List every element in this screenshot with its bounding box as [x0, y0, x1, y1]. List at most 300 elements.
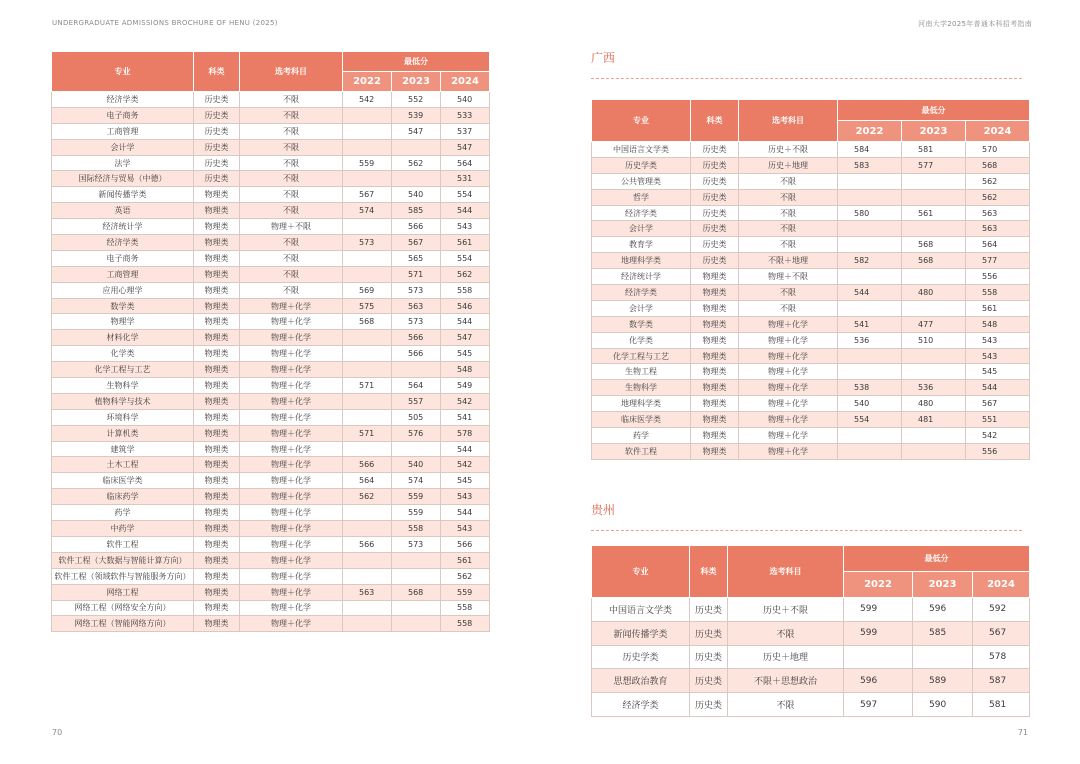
score-2022-cell [838, 173, 902, 189]
major-cell: 化学工程与工艺 [592, 348, 691, 364]
major-cell: 教育学 [592, 237, 691, 253]
major-cell: 环境科学 [52, 409, 194, 425]
subjects-cell: 物理＋化学 [240, 521, 343, 537]
table-row [592, 396, 1030, 412]
major-cell: 物理学 [52, 314, 194, 330]
col-year-2023: 2023 [392, 72, 441, 92]
score-2024-cell: 540 [441, 92, 490, 108]
major-cell: 药学 [52, 505, 194, 521]
category-cell: 物理类 [691, 285, 739, 301]
score-2022-cell [343, 107, 392, 123]
category-cell: 物理类 [194, 330, 240, 346]
score-2024-cell: 562 [966, 173, 1030, 189]
score-2023-cell: 505 [392, 409, 441, 425]
col-subjects: 选考科目 [739, 100, 838, 142]
score-2022-cell [343, 616, 392, 632]
score-2023-cell: 573 [392, 282, 441, 298]
score-2023-cell: 566 [392, 346, 441, 362]
category-cell: 物理类 [194, 203, 240, 219]
score-2023-cell: 536 [902, 380, 966, 396]
category-cell: 物理类 [194, 250, 240, 266]
score-2023-cell [392, 362, 441, 378]
score-2023-cell: 596 [913, 598, 973, 622]
header-left-brochure-title: UNDERGRADUATE ADMISSIONS BROCHURE OF HENU (2025) [52, 19, 278, 27]
table-row [52, 425, 490, 441]
score-2022-cell: 583 [838, 157, 902, 173]
table-row [52, 568, 490, 584]
subjects-cell: 物理＋化学 [240, 616, 343, 632]
subjects-cell: 物理＋化学 [739, 348, 838, 364]
major-cell: 经济统计学 [52, 219, 194, 235]
table-row [52, 616, 490, 632]
score-2023-cell: 566 [392, 330, 441, 346]
score-2024-cell: 545 [966, 364, 1030, 380]
score-2023-cell [392, 441, 441, 457]
subjects-cell: 物理＋化学 [240, 378, 343, 394]
score-2024-cell: 592 [973, 598, 1030, 622]
subjects-cell: 物理＋化学 [739, 396, 838, 412]
score-2023-cell [902, 189, 966, 205]
score-2022-cell [343, 362, 392, 378]
category-cell: 历史类 [194, 123, 240, 139]
score-2022-cell [343, 521, 392, 537]
score-2022-cell [838, 364, 902, 380]
major-cell: 软件工程（大数据与智能计算方向） [52, 552, 194, 568]
score-2023-cell: 557 [392, 393, 441, 409]
score-2022-cell [343, 441, 392, 457]
category-cell: 物理类 [194, 378, 240, 394]
subjects-cell: 不限 [240, 250, 343, 266]
col-subjects: 选考科目 [240, 52, 343, 92]
table-row [52, 330, 490, 346]
subjects-cell: 物理＋化学 [739, 364, 838, 380]
col-year-2022: 2022 [343, 72, 392, 92]
major-cell: 电子商务 [52, 107, 194, 123]
score-2022-cell: 574 [343, 203, 392, 219]
score-2023-cell: 585 [392, 203, 441, 219]
score-2023-cell [902, 348, 966, 364]
table-row [52, 600, 490, 616]
score-2024-cell: 544 [441, 203, 490, 219]
subjects-cell: 不限＋思想政治 [728, 669, 844, 693]
category-cell: 物理类 [194, 425, 240, 441]
subjects-cell: 物理＋化学 [240, 362, 343, 378]
major-cell: 中国语言文学类 [592, 598, 690, 622]
table-row [52, 473, 490, 489]
col-min-score: 最低分 [343, 52, 490, 72]
score-2024-cell: 566 [441, 536, 490, 552]
score-2022-cell: 582 [838, 253, 902, 269]
major-cell: 药学 [592, 428, 691, 444]
score-2024-cell: 564 [441, 155, 490, 171]
score-2024-cell: 578 [973, 645, 1030, 669]
score-2023-cell: 480 [902, 396, 966, 412]
table-row [52, 314, 490, 330]
table-row [592, 189, 1030, 205]
score-2022-cell [343, 568, 392, 584]
score-2024-cell: 551 [966, 412, 1030, 428]
score-2023-cell: 481 [902, 412, 966, 428]
category-cell: 物理类 [194, 552, 240, 568]
subjects-cell: 物理＋化学 [240, 584, 343, 600]
score-2022-cell [343, 409, 392, 425]
score-2022-cell: 597 [844, 693, 913, 717]
subjects-cell: 物理＋不限 [240, 219, 343, 235]
table-row [592, 205, 1030, 221]
major-cell: 建筑学 [52, 441, 194, 457]
category-cell: 历史类 [691, 189, 739, 205]
major-cell: 国际经济与贸易（中德） [52, 171, 194, 187]
score-2023-cell: 510 [902, 332, 966, 348]
subjects-cell: 不限 [739, 237, 838, 253]
subjects-cell: 物理＋化学 [240, 568, 343, 584]
score-2024-cell: 581 [973, 693, 1030, 717]
score-2022-cell [343, 600, 392, 616]
subjects-cell: 不限 [240, 92, 343, 108]
score-2024-cell: 545 [441, 346, 490, 362]
score-2022-cell [343, 250, 392, 266]
category-cell: 历史类 [690, 598, 728, 622]
major-cell: 经济学类 [592, 205, 691, 221]
score-2024-cell: 542 [966, 428, 1030, 444]
major-cell: 历史学类 [592, 157, 691, 173]
table-row [52, 393, 490, 409]
score-2023-cell: 567 [392, 235, 441, 251]
major-cell: 数学类 [52, 298, 194, 314]
subjects-cell: 历史＋地理 [739, 157, 838, 173]
score-2024-cell: 561 [966, 300, 1030, 316]
guangxi-score-table [591, 99, 1030, 460]
table-row [592, 253, 1030, 269]
major-cell: 会计学 [52, 139, 194, 155]
score-2024-cell: 568 [966, 157, 1030, 173]
major-cell: 生物科学 [52, 378, 194, 394]
score-2022-cell: 573 [343, 235, 392, 251]
table-row [52, 489, 490, 505]
col-category: 科类 [691, 100, 739, 142]
category-cell: 历史类 [194, 92, 240, 108]
category-cell: 历史类 [691, 205, 739, 221]
score-2024-cell: 556 [966, 443, 1030, 459]
major-cell: 临床医学类 [592, 412, 691, 428]
major-cell: 计算机类 [52, 425, 194, 441]
score-2024-cell: 558 [441, 600, 490, 616]
table-row [592, 412, 1030, 428]
score-2023-cell [392, 568, 441, 584]
col-subjects: 选考科目 [728, 546, 844, 598]
score-2022-cell [343, 505, 392, 521]
guizhou-score-table [591, 545, 1030, 717]
table-row [52, 139, 490, 155]
subjects-cell: 不限 [240, 187, 343, 203]
score-2022-cell [343, 171, 392, 187]
table-row [592, 669, 1030, 693]
subjects-cell: 物理＋化学 [739, 332, 838, 348]
score-2024-cell: 543 [441, 489, 490, 505]
major-cell: 经济学类 [592, 285, 691, 301]
score-2024-cell: 562 [966, 189, 1030, 205]
category-cell: 物理类 [691, 300, 739, 316]
score-2023-cell: 564 [392, 378, 441, 394]
score-2024-cell: 564 [966, 237, 1030, 253]
category-cell: 物理类 [194, 187, 240, 203]
table-row [52, 219, 490, 235]
category-cell: 物理类 [691, 316, 739, 332]
category-cell: 物理类 [194, 314, 240, 330]
major-cell: 临床药学 [52, 489, 194, 505]
table-row [52, 521, 490, 537]
score-2022-cell [838, 300, 902, 316]
major-cell: 土木工程 [52, 457, 194, 473]
major-cell: 公共管理类 [592, 173, 691, 189]
score-2022-cell: 580 [838, 205, 902, 221]
category-cell: 物理类 [691, 443, 739, 459]
score-2024-cell: 577 [966, 253, 1030, 269]
category-cell: 物理类 [691, 269, 739, 285]
score-2024-cell: 546 [441, 298, 490, 314]
score-2024-cell: 547 [441, 330, 490, 346]
score-2023-cell [902, 428, 966, 444]
col-year-2024: 2024 [441, 72, 490, 92]
category-cell: 物理类 [194, 441, 240, 457]
category-cell: 物理类 [194, 505, 240, 521]
subjects-cell: 历史＋地理 [728, 645, 844, 669]
page-number-left: 70 [52, 728, 63, 737]
score-2023-cell [902, 221, 966, 237]
major-cell: 新闻传播学类 [52, 187, 194, 203]
score-2023-cell: 589 [913, 669, 973, 693]
table-row [52, 536, 490, 552]
major-cell: 经济学类 [592, 693, 690, 717]
table-row [592, 316, 1030, 332]
score-2022-cell: 596 [844, 669, 913, 693]
subjects-cell: 物理＋化学 [240, 489, 343, 505]
table-row [592, 645, 1030, 669]
subjects-cell: 不限 [739, 221, 838, 237]
major-cell: 会计学 [592, 300, 691, 316]
category-cell: 历史类 [690, 645, 728, 669]
major-cell: 软件工程 [592, 443, 691, 459]
score-2022-cell: 554 [838, 412, 902, 428]
table-row [592, 269, 1030, 285]
table-row [52, 552, 490, 568]
major-cell: 经济学类 [52, 235, 194, 251]
table-row [592, 598, 1030, 622]
score-2024-cell: 543 [441, 521, 490, 537]
subjects-cell: 不限 [240, 203, 343, 219]
subjects-cell: 物理＋化学 [240, 536, 343, 552]
score-2023-cell: 585 [913, 621, 973, 645]
table-row [592, 157, 1030, 173]
score-2024-cell: 544 [966, 380, 1030, 396]
score-2023-cell: 561 [902, 205, 966, 221]
subjects-cell: 不限 [728, 621, 844, 645]
subjects-cell: 不限＋地理 [739, 253, 838, 269]
category-cell: 物理类 [691, 412, 739, 428]
score-2023-cell: 573 [392, 536, 441, 552]
score-2023-cell [392, 616, 441, 632]
category-cell: 物理类 [691, 332, 739, 348]
subjects-cell: 物理＋化学 [739, 380, 838, 396]
major-cell: 网络工程 [52, 584, 194, 600]
col-category: 科类 [690, 546, 728, 598]
header-right-guide-title: 河南大学2025年普通本科招考指南 [918, 20, 1032, 28]
score-2024-cell: 562 [441, 568, 490, 584]
subjects-cell: 物理＋化学 [739, 428, 838, 444]
subjects-cell: 历史＋不限 [739, 142, 838, 158]
category-cell: 物理类 [194, 521, 240, 537]
table-row [52, 441, 490, 457]
col-min-score: 最低分 [844, 546, 1030, 572]
score-2023-cell: 559 [392, 505, 441, 521]
score-2022-cell: 599 [844, 598, 913, 622]
score-2022-cell [838, 428, 902, 444]
score-2022-cell [343, 123, 392, 139]
major-cell: 思想政治教育 [592, 669, 690, 693]
table-row [52, 171, 490, 187]
col-year-2022: 2022 [844, 572, 913, 598]
category-cell: 物理类 [194, 346, 240, 362]
score-2023-cell: 571 [392, 266, 441, 282]
score-2023-cell: 552 [392, 92, 441, 108]
score-2022-cell [343, 552, 392, 568]
score-2023-cell: 568 [392, 584, 441, 600]
score-2024-cell: 531 [441, 171, 490, 187]
score-2023-cell: 539 [392, 107, 441, 123]
table-row [52, 107, 490, 123]
subjects-cell: 物理＋化学 [240, 314, 343, 330]
category-cell: 物理类 [194, 600, 240, 616]
major-cell: 化学类 [52, 346, 194, 362]
score-2023-cell [913, 645, 973, 669]
table-row [592, 364, 1030, 380]
table-row [592, 693, 1030, 717]
major-cell: 植物科学与技术 [52, 393, 194, 409]
category-cell: 物理类 [194, 282, 240, 298]
score-2022-cell [838, 189, 902, 205]
score-2024-cell: 545 [441, 473, 490, 489]
score-2024-cell: 544 [441, 314, 490, 330]
major-cell: 网络工程（网络安全方向） [52, 600, 194, 616]
table-row [52, 123, 490, 139]
major-cell: 新闻传播学类 [592, 621, 690, 645]
score-2023-cell [392, 139, 441, 155]
subjects-cell: 不限 [240, 155, 343, 171]
category-cell: 历史类 [194, 171, 240, 187]
subjects-cell: 不限 [739, 173, 838, 189]
subjects-cell: 不限 [240, 266, 343, 282]
col-year-2023: 2023 [902, 121, 966, 142]
table-row [52, 584, 490, 600]
table-row [52, 298, 490, 314]
col-major: 专业 [592, 100, 691, 142]
major-cell: 应用心理学 [52, 282, 194, 298]
score-2022-cell: 541 [838, 316, 902, 332]
score-2024-cell: 561 [441, 552, 490, 568]
major-cell: 生物工程 [592, 364, 691, 380]
score-2022-cell [343, 219, 392, 235]
score-2022-cell: 566 [343, 457, 392, 473]
major-cell: 中国语言文学类 [592, 142, 691, 158]
score-2023-cell: 480 [902, 285, 966, 301]
score-2024-cell: 558 [441, 282, 490, 298]
subjects-cell: 不限 [739, 285, 838, 301]
category-cell: 历史类 [691, 253, 739, 269]
score-2022-cell: 599 [844, 621, 913, 645]
score-2022-cell: 542 [343, 92, 392, 108]
category-cell: 物理类 [691, 428, 739, 444]
subjects-cell: 不限 [240, 107, 343, 123]
subjects-cell: 不限 [739, 189, 838, 205]
category-cell: 物理类 [194, 584, 240, 600]
score-2023-cell: 577 [902, 157, 966, 173]
category-cell: 历史类 [691, 157, 739, 173]
table-row [592, 142, 1030, 158]
major-cell: 工商管理 [52, 123, 194, 139]
table-row [52, 235, 490, 251]
subjects-cell: 物理＋化学 [240, 298, 343, 314]
score-2022-cell [343, 393, 392, 409]
major-cell: 经济学类 [52, 92, 194, 108]
subjects-cell: 不限 [728, 693, 844, 717]
subjects-cell: 物理＋化学 [240, 473, 343, 489]
score-2024-cell: 548 [966, 316, 1030, 332]
category-cell: 历史类 [691, 221, 739, 237]
subjects-cell: 物理＋化学 [739, 412, 838, 428]
score-2023-cell: 590 [913, 693, 973, 717]
score-2022-cell [343, 139, 392, 155]
major-cell: 数学类 [592, 316, 691, 332]
col-category: 科类 [194, 52, 240, 92]
table-row [592, 237, 1030, 253]
score-2023-cell: 547 [392, 123, 441, 139]
score-2023-cell: 565 [392, 250, 441, 266]
major-cell: 地理科学类 [592, 396, 691, 412]
category-cell: 物理类 [194, 489, 240, 505]
score-2024-cell: 558 [441, 616, 490, 632]
section-title-guangxi: 广西 [591, 51, 616, 65]
score-2022-cell [838, 443, 902, 459]
col-year-2022: 2022 [838, 121, 902, 142]
col-year-2024: 2024 [973, 572, 1030, 598]
score-2023-cell [902, 443, 966, 459]
score-2023-cell: 477 [902, 316, 966, 332]
score-2023-cell: 558 [392, 521, 441, 537]
major-cell: 中药学 [52, 521, 194, 537]
major-cell: 化学工程与工艺 [52, 362, 194, 378]
major-cell: 工商管理 [52, 266, 194, 282]
subjects-cell: 不限 [240, 282, 343, 298]
category-cell: 物理类 [194, 409, 240, 425]
score-2022-cell: 540 [838, 396, 902, 412]
score-2022-cell [838, 269, 902, 285]
table-row [592, 285, 1030, 301]
category-cell: 物理类 [691, 380, 739, 396]
category-cell: 物理类 [194, 266, 240, 282]
category-cell: 物理类 [194, 568, 240, 584]
score-2023-cell [902, 269, 966, 285]
category-cell: 物理类 [194, 473, 240, 489]
score-2024-cell: 542 [441, 393, 490, 409]
score-2024-cell: 562 [441, 266, 490, 282]
table-row [52, 266, 490, 282]
score-2022-cell: 544 [838, 285, 902, 301]
score-2024-cell: 578 [441, 425, 490, 441]
subjects-cell: 物理＋化学 [240, 409, 343, 425]
category-cell: 物理类 [691, 348, 739, 364]
major-cell: 英语 [52, 203, 194, 219]
score-2022-cell [844, 645, 913, 669]
